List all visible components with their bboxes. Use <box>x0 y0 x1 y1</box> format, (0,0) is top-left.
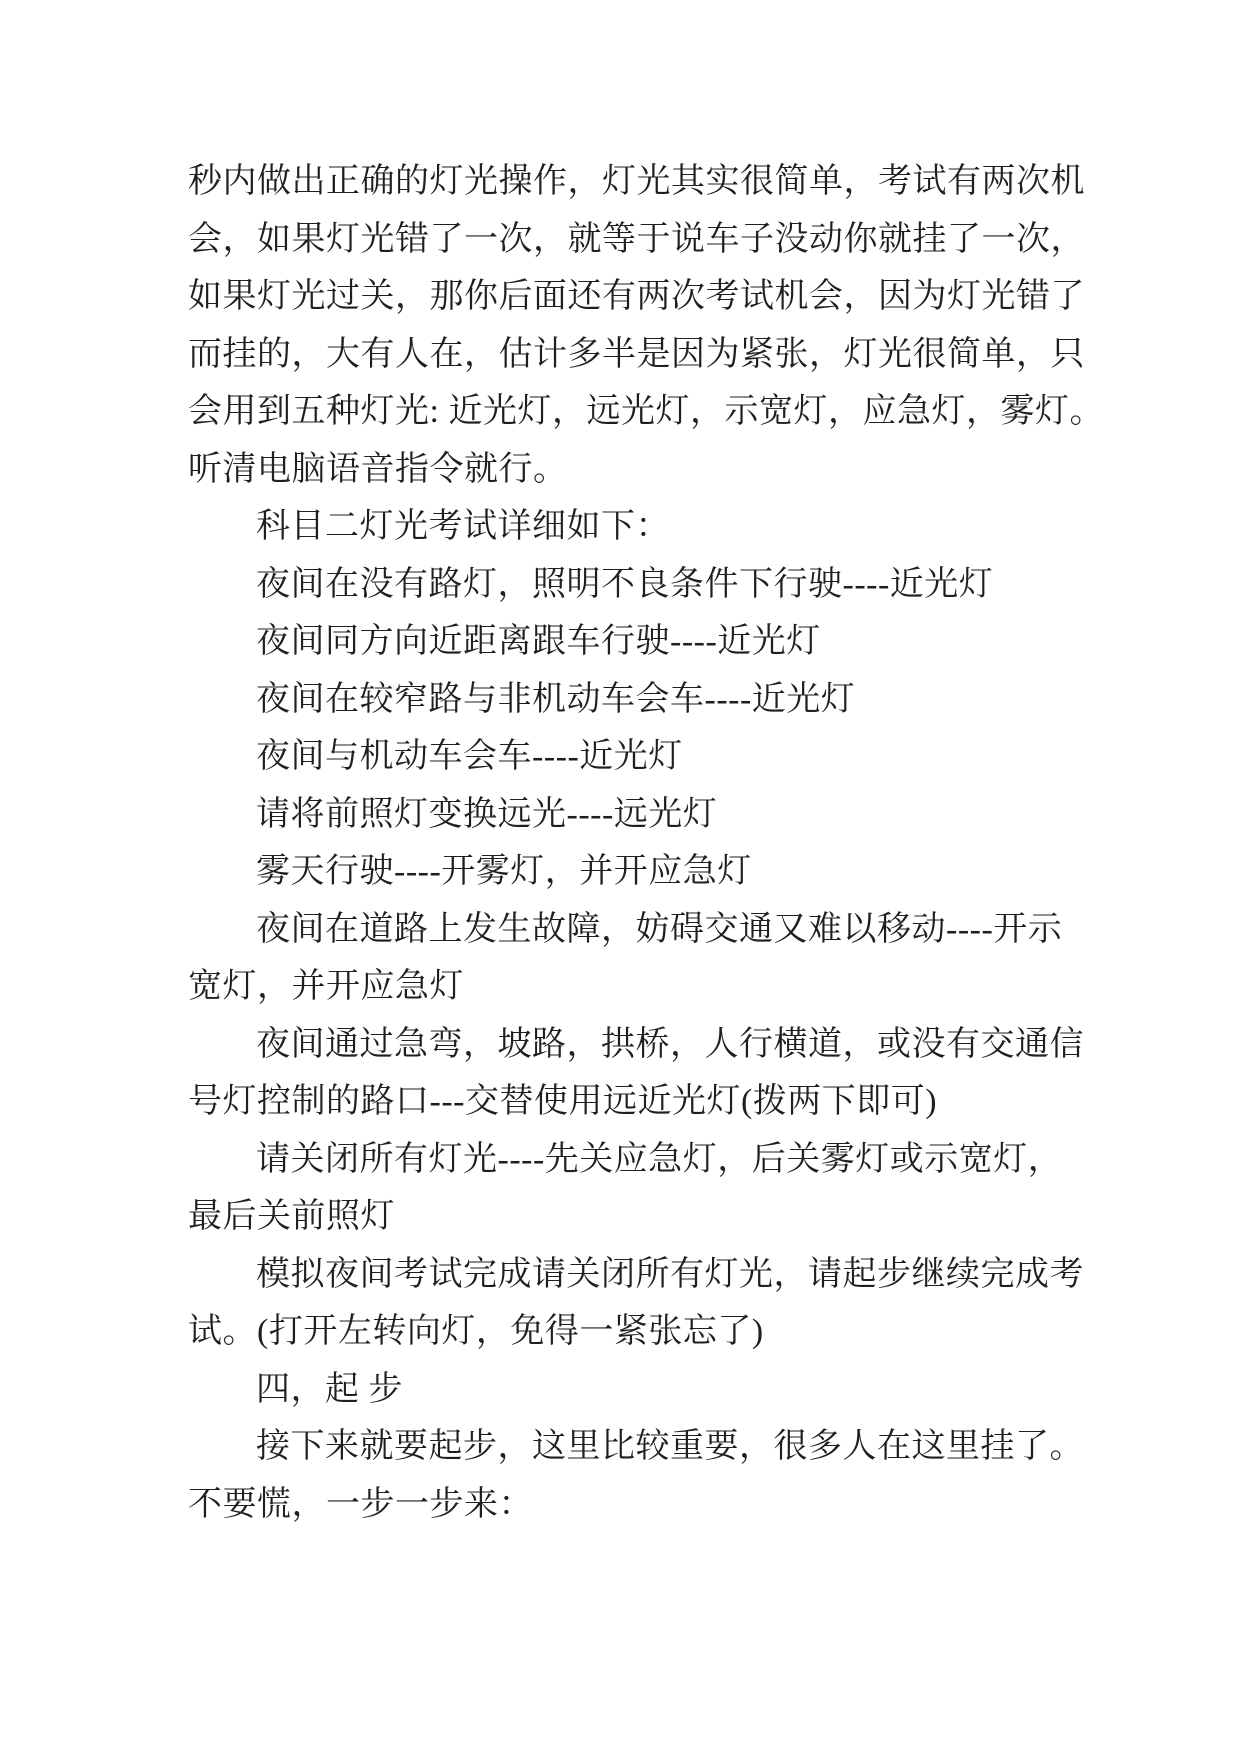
text-line: 夜间与机动车会车----近光灯 <box>256 738 683 775</box>
document-body-text <box>188 153 1104 1533</box>
text-line: 接下来就要起步，这里比较重要，很多人在这里挂了。 <box>256 1428 1084 1465</box>
text-line: 夜间同方向近距离跟车行驶----近光灯 <box>256 623 821 660</box>
text-line: 夜间通过急弯，坡路，拱桥，人行横道，或没有交通信 <box>256 1025 1084 1063</box>
text-line: 会，如果灯光错了一次，就等于说车子没动你就挂了一次， <box>188 220 1085 258</box>
text-line: 宽灯，并开应急灯 <box>188 968 464 1005</box>
text-line: 科目二灯光考试详细如下： <box>256 508 670 545</box>
text-line: 号灯控制的路口---交替使用远近光灯(拨两下即可) <box>188 1083 938 1120</box>
text-line: 雾天行驶----开雾灯，并开应急灯 <box>256 853 752 890</box>
text-line: 请关闭所有灯光----先关应急灯，后关雾灯或示宽灯， <box>256 1140 1063 1178</box>
text-line: 夜间在没有路灯，照明不良条件下行驶----近光灯 <box>256 565 994 603</box>
text-line: 秒内做出正确的灯光操作，灯光其实很简单，考试有两次机 <box>188 163 1085 200</box>
text-line: 不要慌，一步一步来： <box>188 1485 533 1523</box>
text-line: 夜间在较窄路与非机动车会车----近光灯 <box>256 680 856 718</box>
text-line: 试。(打开左转向灯，免得一紧张忘了) <box>188 1313 764 1350</box>
text-line: 请将前照灯变换远光----远光灯 <box>256 795 718 833</box>
text-line: 最后关前照灯 <box>188 1198 395 1235</box>
text-line: 会用到五种灯光: 近光灯，远光灯，示宽灯，应急灯，雾灯。 <box>188 393 1104 430</box>
text-line: 听清电脑语音指令就行。 <box>188 450 568 488</box>
text-line: 四，起 步 <box>256 1370 403 1408</box>
text-line: 如果灯光过关，那你后面还有两次考试机会，因为灯光错了 <box>188 278 1085 315</box>
text-line: 模拟夜间考试完成请关闭所有灯光，请起步继续完成考 <box>256 1255 1084 1293</box>
text-line: 夜间在道路上发生故障，妨碍交通又难以移动----开示 <box>256 910 1063 948</box>
text-line: 而挂的，大有人在，估计多半是因为紧张，灯光很简单，只 <box>188 335 1085 373</box>
